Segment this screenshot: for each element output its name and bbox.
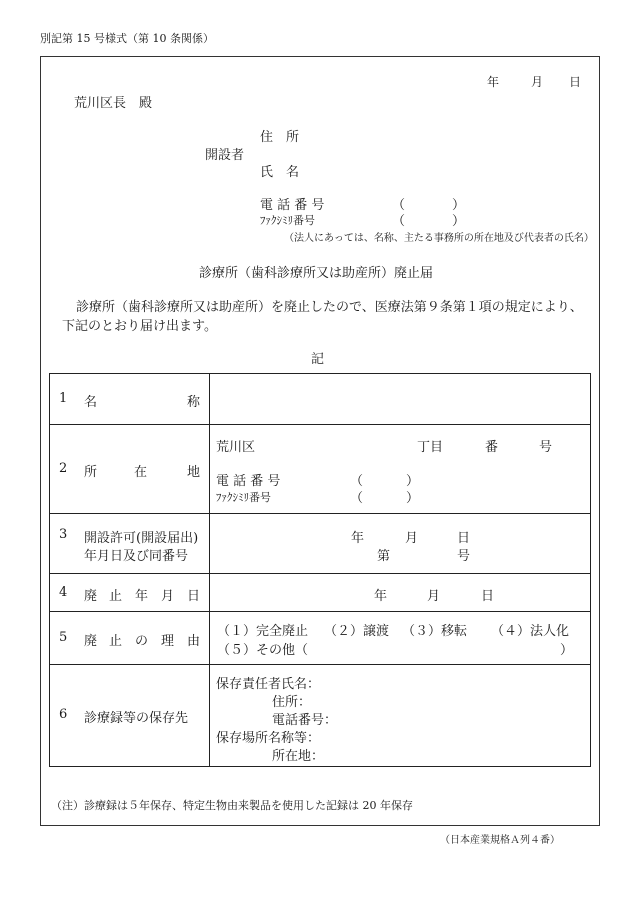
row-permit	[50, 514, 591, 574]
date-year-label: 年	[487, 75, 500, 89]
reason-option-relocation[interactable]: （３）移転	[402, 624, 468, 639]
row2-go: 号	[539, 440, 553, 455]
row3-go: 号	[457, 549, 471, 564]
applicant-phone-open: （	[392, 198, 406, 213]
row2-ban: 番	[485, 440, 499, 455]
addressee: 荒川区長 殿	[74, 96, 153, 111]
row2-number: 2	[59, 461, 68, 476]
row3-year: 年	[351, 531, 365, 546]
reason-option-complete[interactable]: （１）完全廃止	[217, 624, 309, 639]
row6-storage-location: 所在地：	[272, 749, 325, 764]
row4-year: 年	[374, 589, 388, 604]
row6-custodian-name: 保存責任者氏名：	[216, 677, 321, 692]
retention-note: （注）診療録は５年保存、特定生物由来製品を使用した記録は 20 年保存	[51, 799, 413, 812]
row6-custodian-phone: 電話番号：	[272, 713, 338, 728]
applicant-title: 開設者	[205, 148, 245, 163]
row5-label-1: 廃	[84, 634, 98, 649]
row2-label-b: 在	[134, 465, 148, 480]
reason-option-transfer[interactable]: （２）譲渡	[324, 624, 390, 639]
row4-label-4: 月	[161, 589, 175, 604]
row4-label-3: 年	[135, 589, 149, 604]
row3-label-line1: 開設許可(開設届出)	[84, 531, 199, 546]
form-reference: 別記第 15 号様式（第 10 条関係）	[40, 32, 214, 45]
corporation-note: （法人にあっては、名称、主たる事務所の所在地及び代表者の氏名）	[284, 233, 594, 244]
body-line-2: 下記のとおり届け出ます。	[62, 319, 217, 334]
date-month-label: 月	[531, 75, 544, 89]
row2-ward: 荒川区	[216, 440, 256, 455]
ki-label: 記	[311, 352, 325, 367]
row-name	[50, 374, 591, 425]
row4-label-5: 日	[187, 589, 201, 604]
row2-fax-open: （	[350, 491, 364, 506]
row3-value-cell[interactable]	[210, 514, 591, 574]
row1-label-a: 名	[84, 395, 98, 410]
row6-custodian-address: 住所：	[272, 695, 312, 710]
applicant-fax-open: （	[392, 214, 406, 229]
row4-label-2: 止	[109, 589, 123, 604]
row-closure-date	[50, 574, 591, 612]
row6-number: 6	[59, 707, 68, 722]
row1-number: 1	[59, 391, 68, 406]
applicant-address-label: 住 所	[260, 130, 300, 145]
row3-dai: 第	[377, 549, 391, 564]
row6-storage-name: 保存場所名称等：	[216, 731, 321, 746]
row3-month: 月	[405, 531, 419, 546]
paper-size-note: （日本産業規格Ａ列４番）	[440, 835, 560, 846]
row2-fax-close: ）	[406, 491, 420, 506]
row2-label-c: 地	[187, 465, 201, 480]
row-location	[50, 425, 591, 514]
row4-value-cell[interactable]	[210, 574, 591, 612]
row4-number: 4	[59, 585, 68, 600]
reason-option-other-close: ）	[560, 643, 574, 658]
row4-month: 月	[427, 589, 441, 604]
row3-day: 日	[457, 531, 471, 546]
form-title: 診療所（歯科診療所又は助産所）廃止届	[199, 266, 434, 281]
row6-value-cell[interactable]	[210, 665, 591, 767]
row5-value-cell[interactable]	[210, 612, 591, 665]
row6-label: 診療録等の保存先	[84, 711, 189, 726]
row2-fax-label: ﾌｧｸｼﾐﾘ番号	[216, 491, 271, 504]
row5-label-4: 理	[161, 634, 175, 649]
reason-option-incorporation[interactable]: （４）法人化	[491, 624, 570, 639]
row2-value-cell[interactable]	[210, 425, 591, 514]
row5-label-2: 止	[109, 634, 123, 649]
reason-option-other[interactable]: （５）その他（	[217, 643, 309, 658]
applicant-name-label: 氏 名	[260, 165, 300, 180]
applicant-fax-close: ）	[452, 214, 466, 229]
row2-label-a: 所	[84, 465, 98, 480]
row2-chome: 丁目	[417, 440, 444, 455]
applicant-fax-label: ﾌｧｸｼﾐﾘ番号	[260, 214, 315, 227]
applicant-phone-label: 電 話 番 号	[260, 198, 325, 213]
row3-label-line2: 年月日及び同番号	[84, 549, 189, 564]
row1-value-cell[interactable]	[210, 374, 591, 425]
row5-label-3: の	[135, 634, 149, 649]
row4-day: 日	[481, 589, 495, 604]
applicant-phone-close: ）	[452, 198, 466, 213]
row-records-storage	[50, 665, 591, 767]
row2-phone-label: 電 話 番 号	[216, 474, 281, 489]
row2-phone-open: （	[350, 474, 364, 489]
row5-number: 5	[59, 630, 68, 645]
row3-number: 3	[59, 527, 68, 542]
details-table	[49, 373, 591, 767]
row5-label-5: 由	[187, 634, 201, 649]
row1-label-b: 称	[187, 395, 201, 410]
date-day-label: 日	[569, 75, 582, 89]
body-line-1: 診療所（歯科診療所又は助産所）を廃止したので、医療法第９条第１項の規定により、	[76, 300, 583, 315]
row-closure-reason	[50, 612, 591, 665]
row4-label-1: 廃	[84, 589, 98, 604]
row2-phone-close: ）	[406, 474, 420, 489]
